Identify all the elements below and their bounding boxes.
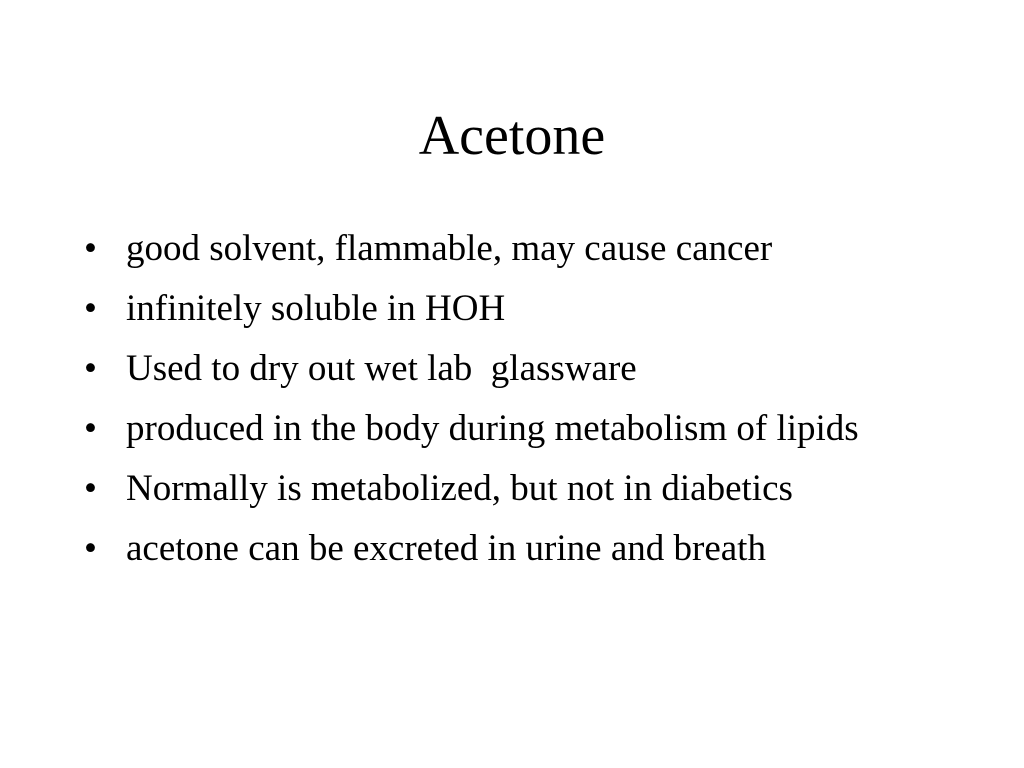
list-item [84,406,944,451]
list-item [84,226,944,271]
bullet-list [84,226,944,586]
bullet-icon: • [84,348,97,389]
bullet-text: acetone can be excreted in urine and breath [126,528,766,569]
bullet-text: produced in the body during metabolism of lipids [126,408,859,449]
bullet-text: good solvent, flammable, may cause cancer [126,228,773,269]
list-item [84,526,944,571]
bullet-icon: • [84,528,97,569]
bullet-icon: • [84,468,97,509]
bullet-icon: • [84,408,97,449]
list-item [84,466,944,511]
bullet-text: infinitely soluble in HOH [126,288,506,329]
bullet-icon: • [84,288,97,329]
bullet-text: Used to dry out wet lab glassware [126,348,637,389]
slide-title: Acetone [418,105,606,167]
list-item [84,346,944,391]
list-item [84,286,944,331]
bullet-text: Normally is metabolized, but not in diabetics [126,468,793,509]
bullet-icon: • [84,228,97,269]
